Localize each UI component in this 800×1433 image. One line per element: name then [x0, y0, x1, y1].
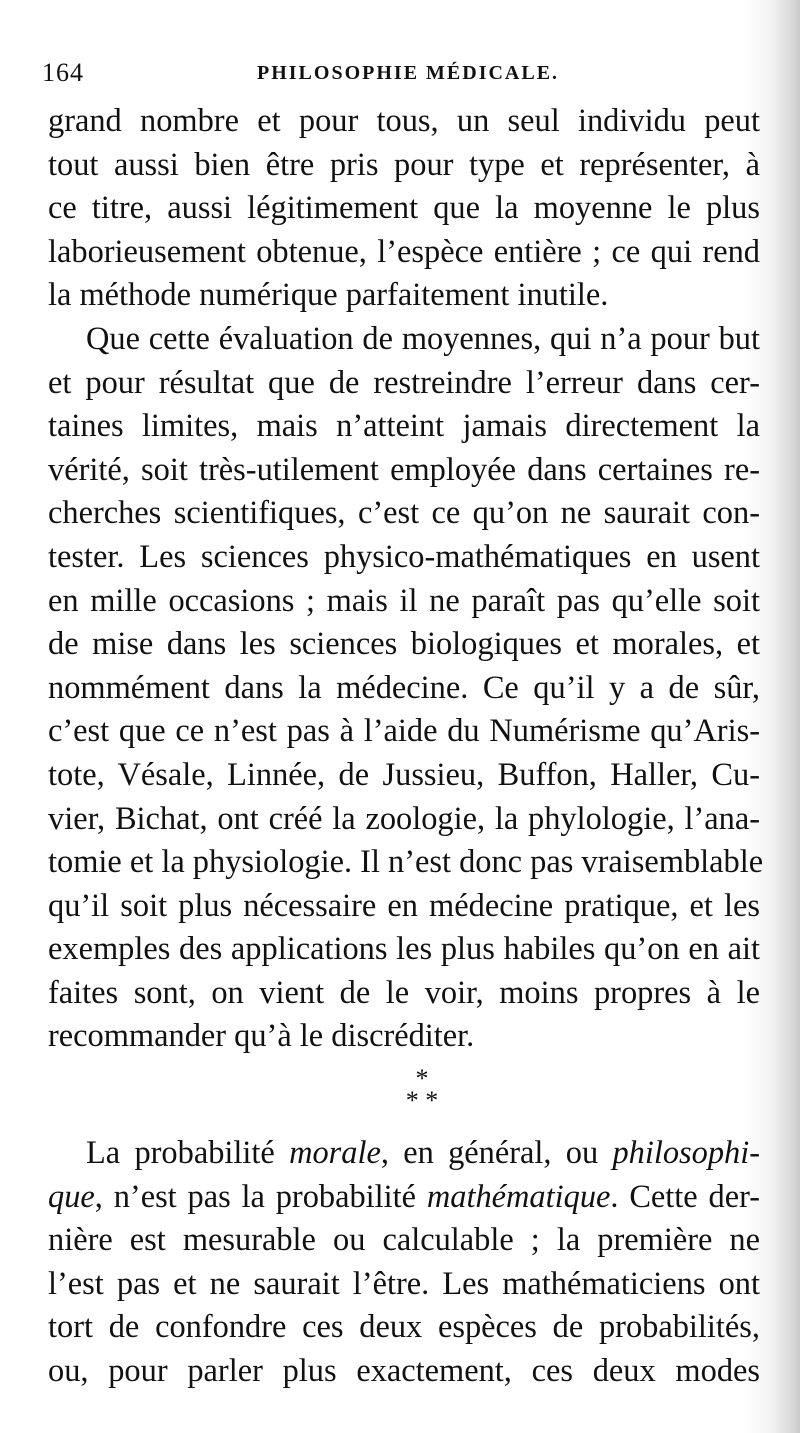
text-line: et pour résultat que de restreindre l’erreur dans cer- [48, 364, 760, 401]
italic-run: philosophi- [612, 1135, 760, 1171]
text-line: de mise dans les sciences biologiques et morales, et [48, 626, 760, 663]
text-line: la méthode numérique parfaitement inutile. [48, 277, 609, 314]
page-edge-shadow [770, 0, 800, 1433]
italic-run: que [48, 1178, 95, 1215]
text-line: vier, Bichat, ont créé la zoologie, la phylologie, l’ana- [48, 800, 760, 837]
text-line: nommément dans la médecine. Ce qu’il y a de sûr, [48, 669, 760, 706]
text-line: tort de confondre ces deux espèces de probabilités, [48, 1309, 760, 1346]
italic-run: mathématique [426, 1178, 611, 1215]
text-line: l’est pas et ne saurait l’être. Les mathématiciens ont [48, 1265, 760, 1302]
asterism-separator [402, 1064, 442, 1115]
text-line: tote, Vésale, Linnée, de Jussieu, Buffon, Haller, Cu- [48, 756, 760, 793]
body-text-section-2 [48, 1132, 760, 1394]
running-title: PHILOSOPHIE MÉDICALE. [257, 62, 560, 84]
text-line: ou, pour parler plus exactement, ces deux modes [48, 1352, 760, 1389]
text-line: exemples des applications les plus habiles qu’on en ait [48, 931, 760, 968]
text-line: en mille occasions ; mais il ne paraît pas qu’elle soit [48, 582, 760, 619]
text-run: , n’est pas la probabilité [94, 1178, 427, 1215]
text-line: faites sont, on vient de le voir, moins propres à le [48, 974, 760, 1011]
text-line: tomie et la physiologie. Il n’est donc pas vraisemblable [48, 844, 764, 881]
text-line-paragraph-start: Que cette évaluation de moyennes, qui n’a pour but [86, 320, 760, 357]
text-line: tout aussi bien être pris pour type et représenter, à [48, 146, 760, 183]
text-run: La probabilité [86, 1135, 290, 1171]
text-line: qu’il soit plus nécessaire en médecine pratique, et les [48, 887, 760, 924]
text-run: . Cette der- [610, 1178, 760, 1215]
page-number: 164 [42, 58, 84, 87]
text-line: nière est mesurable ou calculable ; la première ne [48, 1222, 760, 1259]
italic-run: morale [289, 1135, 381, 1171]
text-line [48, 1176, 760, 1220]
text-line: tester. Les sciences physico-mathématiques en usent [48, 538, 760, 575]
text-run: , en général, ou [380, 1135, 613, 1171]
text-line: cherches scientifiques, c’est ce qu’on ne saurait con- [48, 495, 760, 532]
text-line-paragraph-start [48, 1132, 760, 1176]
text-line: grand nombre et pour tous, un seul individu peut [48, 103, 760, 139]
text-line: c’est que ce n’est pas à l’aide du Numérisme qu’Aris- [48, 713, 760, 750]
asterism-bottom: * * [405, 1086, 439, 1115]
text-line: laborieusement obtenue, l’espèce entière ; ce qui rend [48, 233, 760, 270]
text-line: vérité, soit très-utilement employée dans certaines re- [48, 451, 760, 488]
text-line: recommander qu’à le discréditer. [48, 1018, 475, 1055]
body-text [48, 100, 764, 1059]
text-line: ce titre, aussi légitimement que la moyenne le plus [48, 190, 760, 227]
text-line: taines limites, mais n’atteint jamais directement la [48, 408, 760, 445]
asterism-top: * [415, 1064, 429, 1093]
